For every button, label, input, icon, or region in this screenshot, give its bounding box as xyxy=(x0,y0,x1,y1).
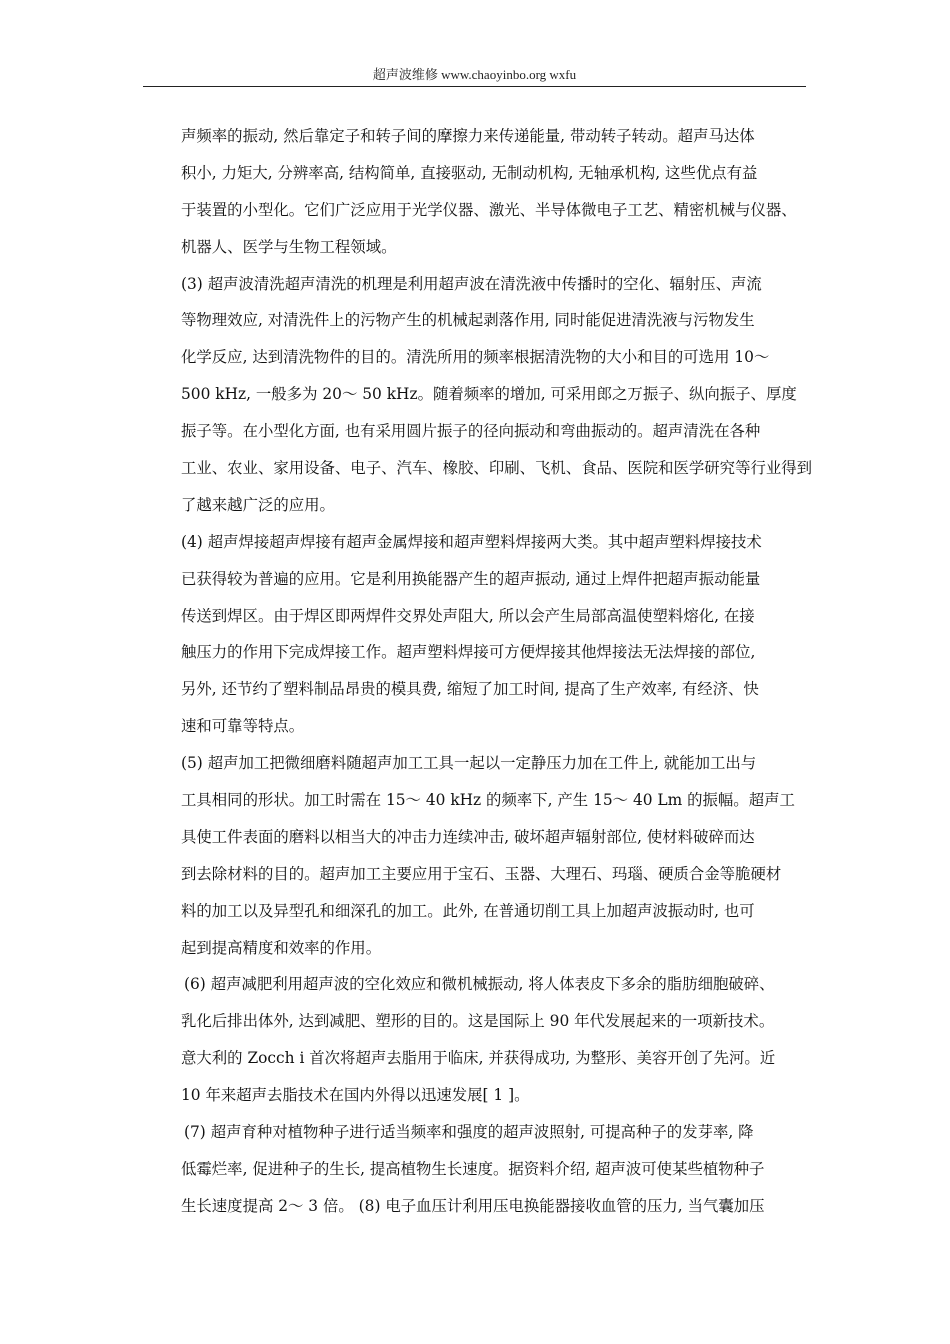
text-line: 于装置的小型化。它们广泛应用于光学仪器、激光、半导体微电子工艺、精密机械与仪器、 xyxy=(181,200,797,219)
text-line: 意大利的 Zocch i 首次将超声去脂用于临床, 并获得成功, 为整形、美容开创了先河。近 xyxy=(181,1049,776,1068)
text-line: 乳化后排出体外, 达到减肥、塑形的目的。这是国际上 90 年代发展起来的一项新技术。 xyxy=(181,1012,775,1031)
text-line: 等物理效应, 对清洗件上的污物产生的机械起剥落作用, 同时能促进清洗液与污物发生 xyxy=(181,311,755,330)
section-7-heading-line: (7) 超声育种对植物种子进行适当频率和强度的超声波照射, 可提高种子的发芽率, 降 xyxy=(184,1123,754,1142)
text-line: 积小, 力矩大, 分辨率高, 结构简单, 直接驱动, 无制动机构, 无轴承机构, 这些优点有益 xyxy=(181,163,758,182)
section-4-heading-line: (4) 超声焊接超声焊接有超声金属焊接和超声塑料焊接两大类。其中超声塑料焊接技术 xyxy=(181,532,762,551)
text-line: 化学反应, 达到清洗物件的目的。清洗所用的频率根据清洗物的大小和目的可选用 10～ xyxy=(181,348,770,367)
text-line: 料的加工以及异型孔和细深孔的加工。此外, 在普通切削工具上加超声波振动时, 也可 xyxy=(181,901,755,920)
section-3-heading-line: (3) 超声波清洗超声清洗的机理是利用超声波在清洗液中传播时的空化、辐射压、声流 xyxy=(181,274,762,293)
text-line: 低霉烂率, 促进种子的生长, 提高植物生长速度。据资料介绍, 超声波可使某些植物种子 xyxy=(181,1159,765,1178)
text-line: 另外, 还节约了塑料制品昂贵的模具费, 缩短了加工时间, 提高了生产效率, 有经济、快 xyxy=(181,680,759,699)
section-6-heading-line: (6) 超声减肥利用超声波的空化效应和微机械振动, 将人体表皮下多余的脂肪细胞破碎、 xyxy=(184,975,775,994)
document-body xyxy=(181,118,813,1225)
text-line: 具使工件表面的磨料以相当大的冲击力连续冲击, 破坏超声辐射部位, 使材料破碎而达 xyxy=(181,827,755,846)
text-line: 传送到焊区。由于焊区即两焊件交界处声阻大, 所以会产生局部高温使塑料熔化, 在接 xyxy=(181,606,755,625)
section-5-heading-line: (5) 超声加工把微细磨料随超声加工工具一起以一定静压力加在工件上, 就能加工出与 xyxy=(181,754,757,773)
page-header: 超声波维修 www.chaoyinbo.org wxfu xyxy=(372,67,577,82)
text-line: 生长速度提高 2～ 3 倍。 (8) 电子血压计利用压电换能器接收血管的压力, 当气囊加压 xyxy=(181,1196,765,1215)
text-line: 到去除材料的目的。超声加工主要应用于宝石、玉器、大理石、玛瑙、硬质合金等脆硬材 xyxy=(181,864,782,883)
text-line: 工业、农业、家用设备、电子、汽车、橡胶、印刷、飞机、食品、医院和医学研究等行业得到 xyxy=(181,459,813,478)
text-line: 已获得较为普遍的应用。它是利用换能器产生的超声振动, 通过上焊件把超声振动能量 xyxy=(181,569,761,588)
text-line: 工具相同的形状。加工时需在 15～ 40 kHz 的频率下, 产生 15～ 40 Lm 的振幅。超声工 xyxy=(181,791,795,810)
text-line: 振子等。在小型化方面, 也有采用圆片振子的径向振动和弯曲振动的。超声清洗在各种 xyxy=(181,422,761,441)
text-line: 声频率的振动, 然后靠定子和转子间的摩擦力来传递能量, 带动转子转动。超声马达体 xyxy=(181,127,755,145)
text-line: 10 年来超声去脂技术在国内外得以迅速发展[ 1 ]。 xyxy=(181,1086,530,1105)
text-line: 机器人、医学与生物工程领域。 xyxy=(181,237,397,256)
text-line: 起到提高精度和效率的作用。 xyxy=(181,938,382,957)
header-divider xyxy=(143,86,806,87)
text-line: 速和可靠等特点。 xyxy=(181,717,305,736)
text-line: 500 kHz, 一般多为 20～ 50 kHz。随着频率的增加, 可采用郎之万振子、纵向振子、厚度 xyxy=(181,385,797,404)
text-line: 触压力的作用下完成焊接工作。超声塑料焊接可方便焊接其他焊接法无法焊接的部位, xyxy=(181,643,756,662)
text-line: 了越来越广泛的应用。 xyxy=(181,495,335,514)
